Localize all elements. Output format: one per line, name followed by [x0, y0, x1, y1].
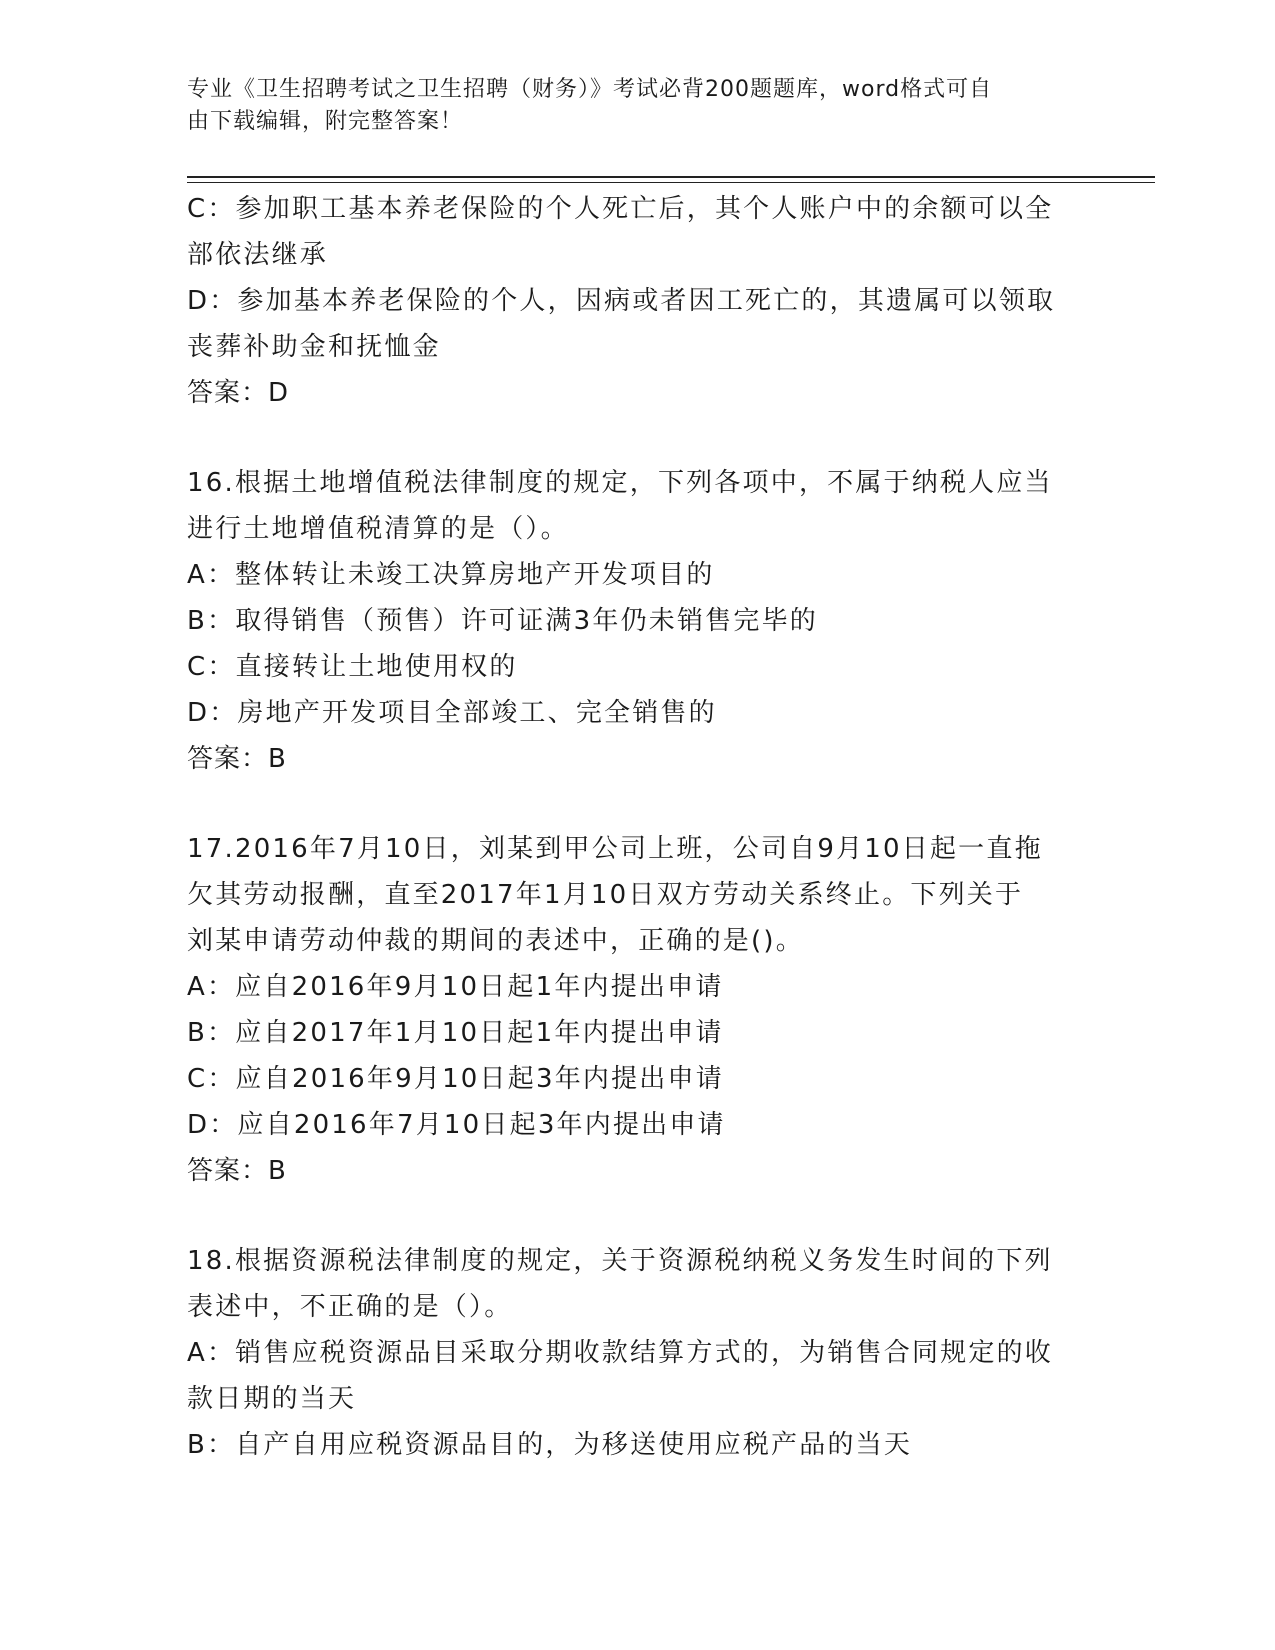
- option-a: A：整体转让未竣工决算房地产开发项目的: [187, 560, 715, 590]
- option-a-continued: 款日期的当天: [187, 1384, 357, 1414]
- question-content: [187, 186, 1087, 1468]
- question-block-17: [187, 826, 1087, 1194]
- option-line: 丧葬补助金和抚恤金: [187, 332, 441, 362]
- option-a: A：应自2016年9月10日起1年内提出申请: [187, 972, 724, 1002]
- spacer: [187, 416, 1087, 460]
- question-stem-line: 17.2016年7月10日，刘某到甲公司上班，公司自9月10日起一直拖: [187, 834, 1043, 864]
- option-line: 部依法继承: [187, 240, 329, 270]
- option-c: C：直接转让土地使用权的: [187, 652, 518, 682]
- option-b: B：自产自用应税资源品目的，为移送使用应税产品的当天: [187, 1430, 913, 1460]
- spacer: [187, 782, 1087, 826]
- question-stem-line: 表述中，不正确的是（）。: [187, 1292, 513, 1322]
- document-header: [187, 74, 1067, 138]
- answer-line: 答案：D: [187, 378, 290, 408]
- header-divider-thick: [187, 176, 1155, 178]
- question-block-16: [187, 460, 1087, 782]
- question-block-15: [187, 186, 1087, 416]
- question-stem-line: 18.根据资源税法律制度的规定，关于资源税纳税义务发生时间的下列: [187, 1246, 1053, 1276]
- option-line: D：参加基本养老保险的个人，因病或者因工死亡的，其遗属可以领取: [187, 286, 1056, 316]
- option-d: D：应自2016年7月10日起3年内提出申请: [187, 1110, 726, 1140]
- spacer: [187, 1194, 1087, 1238]
- option-b: B：应自2017年1月10日起1年内提出申请: [187, 1018, 724, 1048]
- answer-line: 答案：B: [187, 1156, 287, 1186]
- option-b: B：取得销售（预售）许可证满3年仍未销售完毕的: [187, 606, 818, 636]
- question-block-18: [187, 1238, 1087, 1468]
- option-d: D：房地产开发项目全部竣工、完全销售的: [187, 698, 717, 728]
- header-line-2: 由下载编辑，附完整答案！: [187, 109, 464, 134]
- option-c: C：应自2016年9月10日起3年内提出申请: [187, 1064, 724, 1094]
- option-line: C：参加职工基本养老保险的个人死亡后，其个人账户中的余额可以全: [187, 194, 1054, 224]
- option-a: A：销售应税资源品目采取分期收款结算方式的，为销售合同规定的收: [187, 1338, 1053, 1368]
- header-line-1: 专业《卫生招聘考试之卫生招聘（财务）》考试必背200题题库，word格式可自: [187, 77, 993, 102]
- question-stem-line: 刘某申请劳动仲裁的期间的表述中，正确的是()。: [187, 926, 804, 956]
- header-divider-thin: [187, 182, 1155, 183]
- answer-line: 答案：B: [187, 744, 287, 774]
- question-stem-line: 进行土地增值税清算的是（）。: [187, 514, 569, 544]
- question-stem-line: 16.根据土地增值税法律制度的规定，下列各项中，不属于纳税人应当: [187, 468, 1053, 498]
- question-stem-line: 欠其劳动报酬，直至2017年1月10日双方劳动关系终止。下列关于: [187, 880, 1024, 910]
